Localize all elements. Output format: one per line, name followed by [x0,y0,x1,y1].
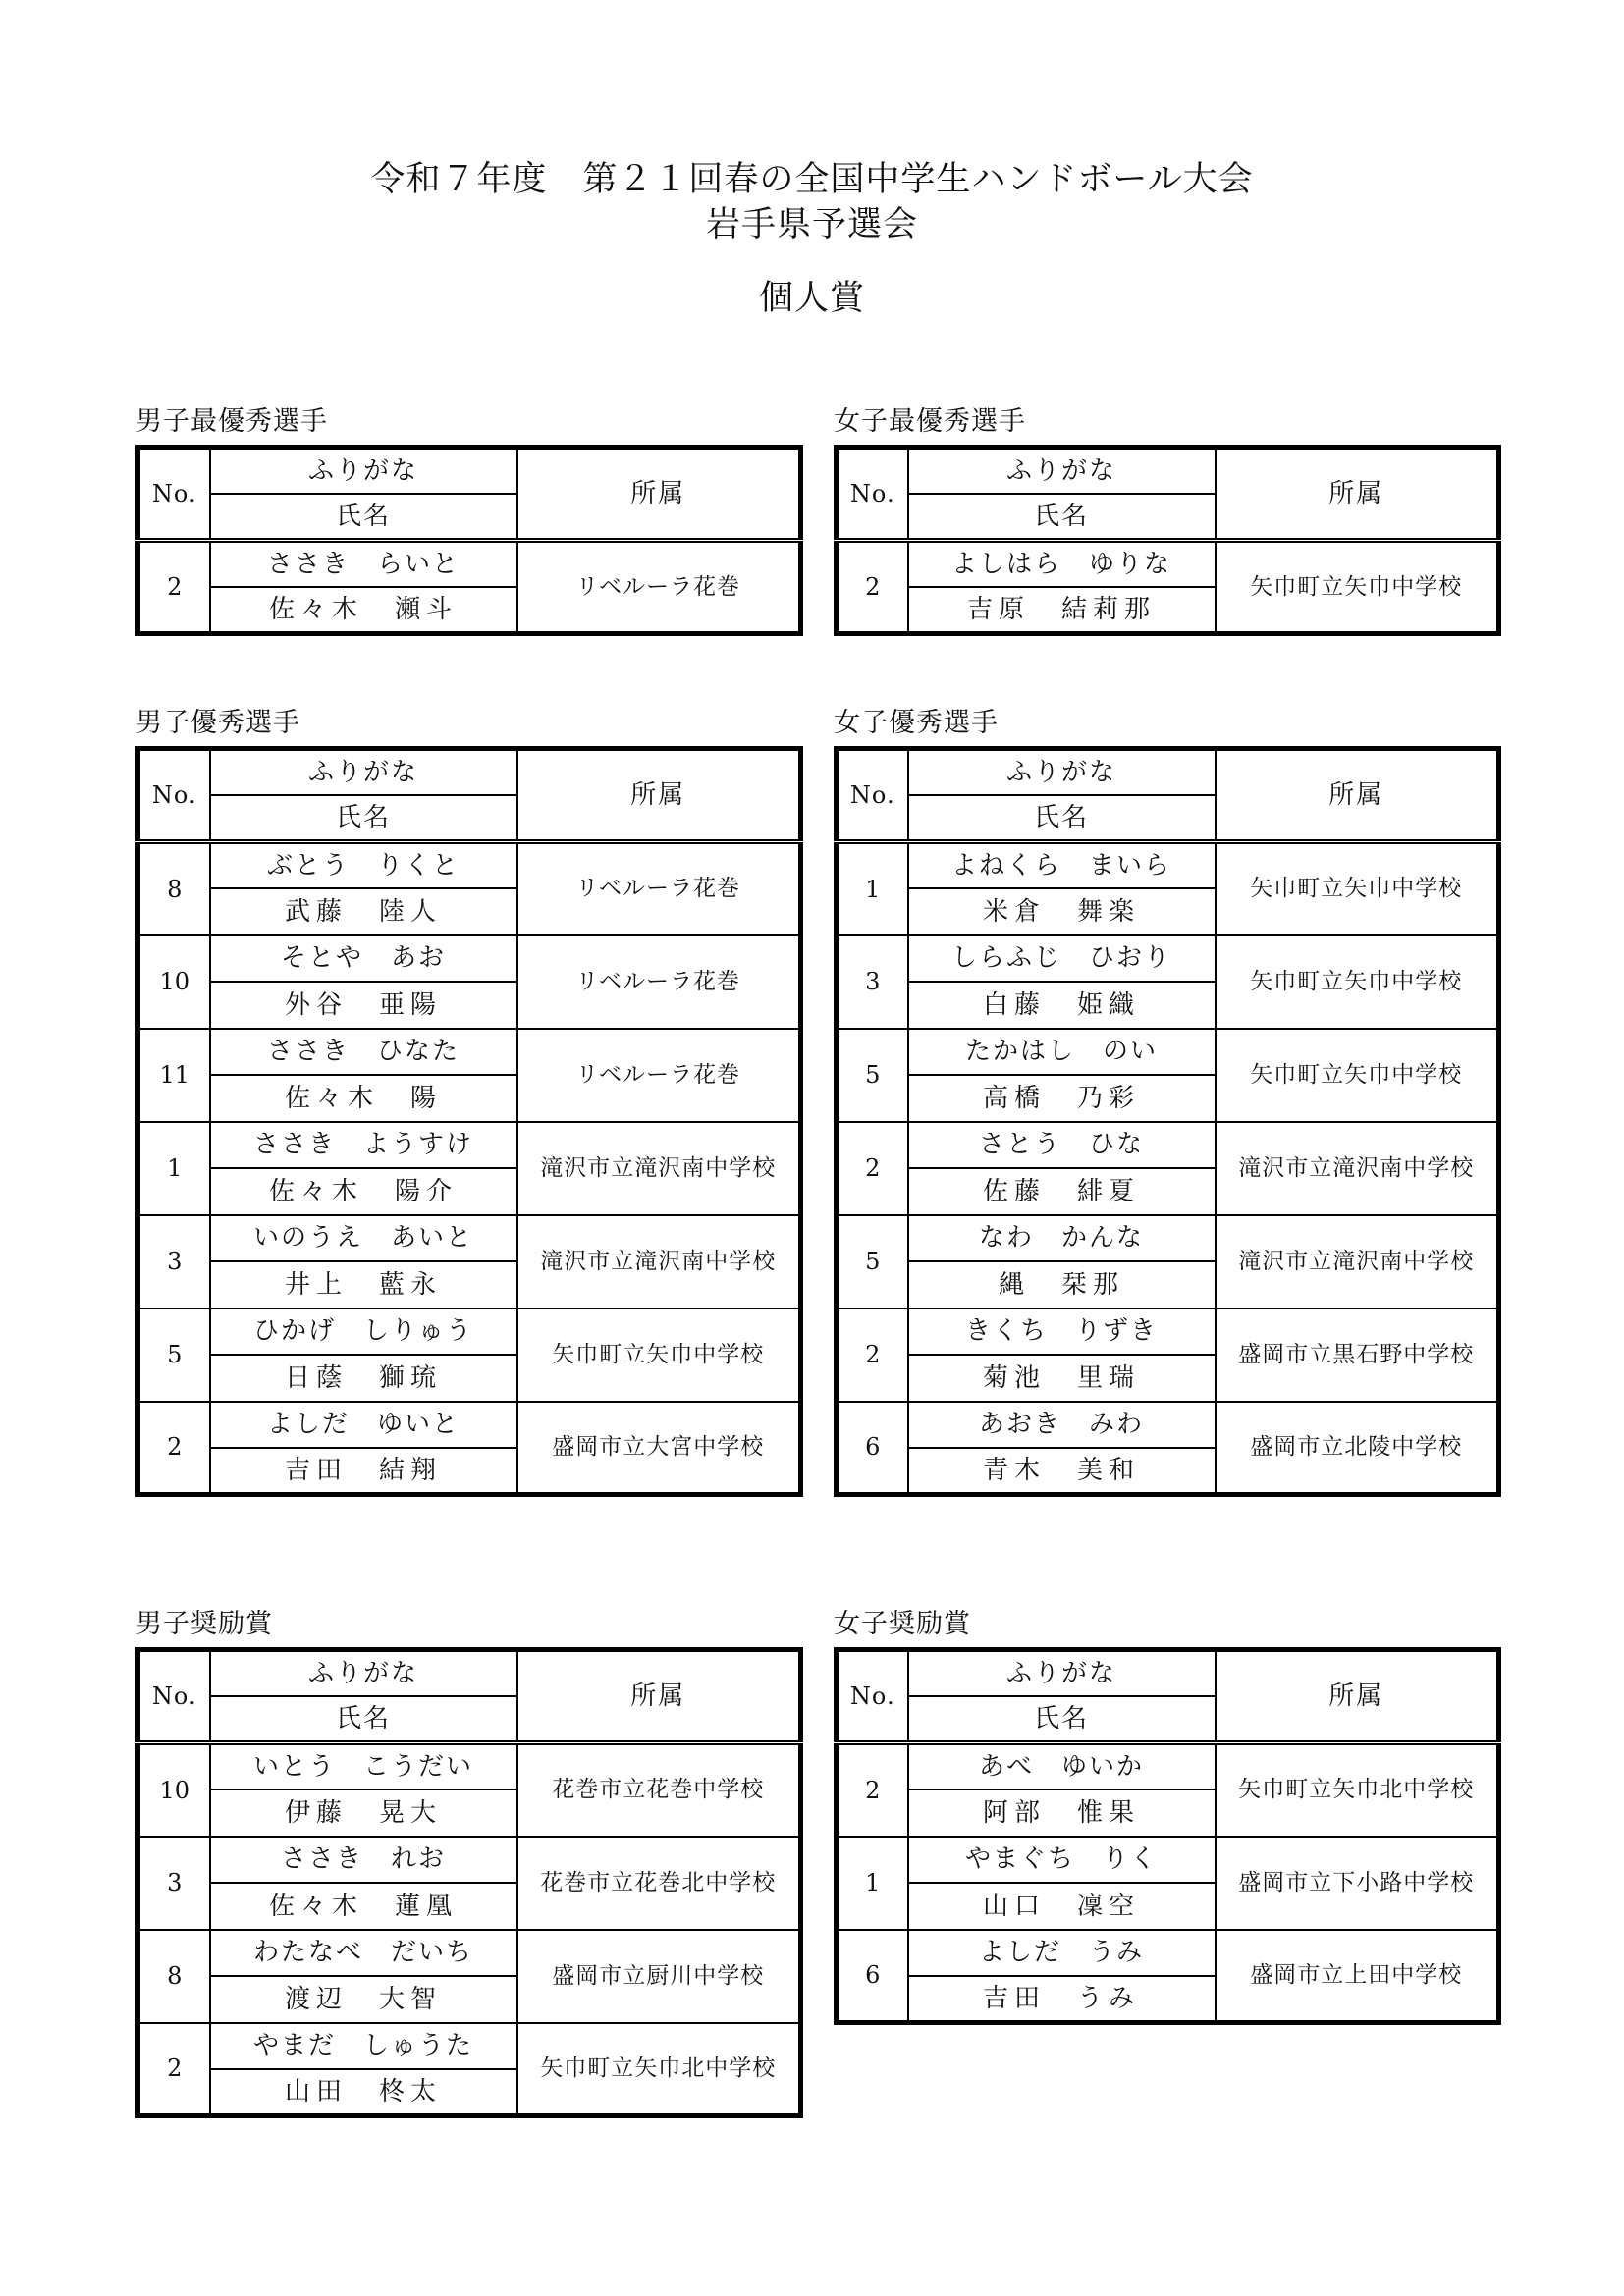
award-table [834,1647,1501,2025]
player-affiliation: 矢巾町立矢巾中学校 [1216,935,1499,1029]
header-affiliation: 所属 [517,448,801,541]
section-boys-excellent [135,707,798,1497]
header-affiliation: 所属 [517,749,801,842]
player-affiliation: 矢巾町立矢巾中学校 [1216,842,1499,935]
player-affiliation: 盛岡市立厨川中学校 [517,1930,801,2023]
player-furigana: わたなべ だいち [210,1930,517,1976]
header-row [138,448,801,494]
player-furigana: あべ ゆいか [908,1743,1216,1789]
player-number: 5 [138,1308,210,1402]
award-table [834,746,1501,1497]
player-number: 2 [138,1402,210,1495]
player-furigana: いとう こうだい [210,1743,517,1789]
table-row [837,1402,1499,1448]
header-affiliation: 所属 [1216,448,1499,541]
header-name: 氏名 [908,1696,1216,1743]
page-title: 令和７年度 第２１回春の全国中学生ハンドボール大会 [370,160,1254,199]
player-number: 8 [138,1930,210,2023]
header-no: No. [138,749,210,842]
header-no: No. [837,448,908,541]
player-furigana: たかはし のい [908,1029,1216,1075]
player-furigana: いのうえ あいと [210,1215,517,1261]
player-number: 11 [138,1029,210,1122]
table-row [837,541,1499,587]
header-furigana: ふりがな [908,1650,1216,1696]
player-affiliation: リベルーラ花巻 [517,541,801,634]
section-boys-encouragement [135,1608,798,2118]
player-name: 井上 藍永 [210,1261,517,1308]
table-row [138,541,801,587]
player-affiliation: 矢巾町立矢巾中学校 [1216,541,1499,634]
table-row [837,1029,1499,1075]
player-name: 日蔭 獅琉 [210,1355,517,1402]
player-number: 10 [138,1743,210,1837]
player-name: 吉田 結翔 [210,1448,517,1495]
player-furigana: やまだ しゅうた [210,2023,517,2069]
header-row [138,1650,801,1696]
player-name: 縄 栞那 [908,1261,1216,1308]
section-girls-excellent [834,707,1496,1497]
player-name: 佐々木 瀬斗 [210,587,517,634]
table-row [837,935,1499,982]
player-furigana: なわ かんな [908,1215,1216,1261]
table-row [138,1215,801,1261]
player-furigana: やまぐち りく [908,1837,1216,1883]
player-number: 5 [837,1215,908,1308]
player-name: 佐藤 緋夏 [908,1168,1216,1215]
player-affiliation: 盛岡市立大宮中学校 [517,1402,801,1495]
header-furigana: ふりがな [908,448,1216,494]
player-affiliation: 滝沢市立滝沢南中学校 [517,1215,801,1308]
table-row [837,1930,1499,1976]
player-name: 青木 美和 [908,1448,1216,1495]
header-no: No. [138,448,210,541]
player-number: 2 [837,1308,908,1402]
header-name: 氏名 [210,494,517,541]
header-row [837,749,1499,795]
player-number: 8 [138,842,210,935]
player-furigana: ぶとう りくと [210,842,517,888]
player-affiliation: リベルーラ花巻 [517,935,801,1029]
player-furigana: よしだ ゆいと [210,1402,517,1448]
player-name: 阿部 惟果 [908,1789,1216,1837]
player-affiliation: 滝沢市立滝沢南中学校 [1216,1215,1499,1308]
table-row [837,1308,1499,1355]
player-number: 6 [837,1930,908,2023]
header-row [138,749,801,795]
player-name: 吉田 うみ [908,1976,1216,2023]
header-name: 氏名 [210,1696,517,1743]
header-name: 氏名 [210,795,517,842]
table-row [837,1122,1499,1168]
player-name: 菊池 里瑞 [908,1355,1216,1402]
header-affiliation: 所属 [1216,749,1499,842]
player-number: 3 [138,1215,210,1308]
player-number: 2 [837,541,908,634]
section-girls-mvp [834,405,1496,636]
player-affiliation: 矢巾町立矢巾中学校 [1216,1029,1499,1122]
table-row [138,842,801,888]
header-furigana: ふりがな [908,749,1216,795]
section-label: 女子優秀選手 [834,708,999,738]
player-name: 佐々木 陽介 [210,1168,517,1215]
player-number: 10 [138,935,210,1029]
award-table [135,1647,803,2118]
player-affiliation: 矢巾町立矢巾北中学校 [1216,1743,1499,1837]
page-subtitle: 岩手県予選会 [705,205,918,244]
section-boys-mvp [135,405,798,636]
player-affiliation: リベルーラ花巻 [517,842,801,935]
award-table [834,445,1501,636]
player-furigana: ささき れお [210,1837,517,1883]
section-label: 男子最優秀選手 [135,406,328,437]
player-furigana: あおき みわ [908,1402,1216,1448]
player-name: 山口 凜空 [908,1883,1216,1930]
player-number: 3 [837,935,908,1029]
table-row [138,935,801,982]
player-furigana: ささき らいと [210,541,517,587]
header-name: 氏名 [908,494,1216,541]
player-name: 白藤 姫織 [908,982,1216,1029]
header-name: 氏名 [908,795,1216,842]
section-label: 女子最優秀選手 [834,406,1026,437]
table-row [138,1837,801,1883]
player-number: 3 [138,1837,210,1930]
table-row [138,1308,801,1355]
table-row [837,842,1499,888]
player-number: 1 [837,842,908,935]
player-furigana: そとや あお [210,935,517,982]
player-number: 2 [837,1122,908,1215]
player-name: 伊藤 晃大 [210,1789,517,1837]
section-label: 女子奨励賞 [834,1609,971,1639]
player-furigana: ささき ようすけ [210,1122,517,1168]
player-furigana: しらふじ ひおり [908,935,1216,982]
header-no: No. [138,1650,210,1743]
section-girls-encouragement [834,1608,1496,2025]
player-affiliation: 花巻市立花巻中学校 [517,1743,801,1837]
header-furigana: ふりがな [210,749,517,795]
player-affiliation: 矢巾町立矢巾北中学校 [517,2023,801,2116]
table-row [138,1029,801,1075]
award-table [135,445,803,636]
player-name: 山田 柊太 [210,2069,517,2116]
header-row [837,448,1499,494]
header-affiliation: 所属 [517,1650,801,1743]
player-number: 1 [837,1837,908,1930]
table-row [138,1122,801,1168]
player-number: 1 [138,1122,210,1215]
player-furigana: きくち りずき [908,1308,1216,1355]
player-furigana: よしだ うみ [908,1930,1216,1976]
section-label: 男子奨励賞 [135,1609,273,1639]
player-name: 米倉 舞楽 [908,888,1216,935]
player-affiliation: 盛岡市立上田中学校 [1216,1930,1499,2023]
player-name: 高橋 乃彩 [908,1075,1216,1122]
header-row [837,1650,1499,1696]
table-row [138,1402,801,1448]
header-no: No. [837,749,908,842]
header-furigana: ふりがな [210,1650,517,1696]
page-heading-individual-awards: 個人賞 [758,279,865,318]
player-affiliation: 盛岡市立北陵中学校 [1216,1402,1499,1495]
player-affiliation: 盛岡市立下小路中学校 [1216,1837,1499,1930]
player-name: 武藤 陸人 [210,888,517,935]
header-furigana: ふりがな [210,448,517,494]
player-name: 外谷 亜陽 [210,982,517,1029]
player-furigana: ささき ひなた [210,1029,517,1075]
player-number: 2 [837,1743,908,1837]
header-affiliation: 所属 [1216,1650,1499,1743]
player-number: 5 [837,1029,908,1122]
table-row [837,1215,1499,1261]
player-furigana: さとう ひな [908,1122,1216,1168]
player-affiliation: 滝沢市立滝沢南中学校 [517,1122,801,1215]
player-name: 吉原 結莉那 [908,587,1216,634]
player-number: 2 [138,541,210,634]
player-name: 渡辺 大智 [210,1976,517,2023]
table-row [138,2023,801,2069]
player-number: 6 [837,1402,908,1495]
player-name: 佐々木 蓮凰 [210,1883,517,1930]
table-row [138,1743,801,1789]
player-furigana: よしはら ゆりな [908,541,1216,587]
header-no: No. [837,1650,908,1743]
player-affiliation: 花巻市立花巻北中学校 [517,1837,801,1930]
player-affiliation: 盛岡市立黒石野中学校 [1216,1308,1499,1402]
table-row [138,1930,801,1976]
player-affiliation: 矢巾町立矢巾中学校 [517,1308,801,1402]
player-furigana: ひかげ しりゅう [210,1308,517,1355]
player-name: 佐々木 陽 [210,1075,517,1122]
award-table [135,746,803,1497]
player-furigana: よねくら まいら [908,842,1216,888]
player-number: 2 [138,2023,210,2116]
player-affiliation: リベルーラ花巻 [517,1029,801,1122]
table-row [837,1743,1499,1789]
player-affiliation: 滝沢市立滝沢南中学校 [1216,1122,1499,1215]
table-row [837,1837,1499,1883]
section-label: 男子優秀選手 [135,708,300,738]
